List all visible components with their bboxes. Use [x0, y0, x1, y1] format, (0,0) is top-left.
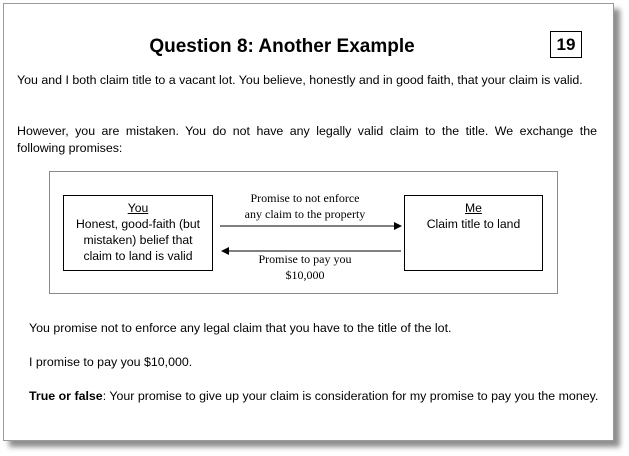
- arrow-right-label-line-2: any claim to the property: [244, 207, 366, 221]
- box-me-text: Claim title to land: [426, 217, 521, 231]
- slide: [3, 3, 614, 441]
- paragraph-mistake: However, you are mistaken. You do not have any legally valid claim to the title. We exchange the following promises:: [17, 124, 597, 155]
- arrow-right-label: [220, 190, 390, 222]
- box-you-line-3: claim to land is valid: [83, 249, 193, 263]
- arrow-right-label-line-1: Promise to not enforce: [250, 191, 360, 205]
- page-number-badge: 19: [550, 31, 582, 58]
- arrow-left-label-line-2: $10,000: [285, 268, 325, 282]
- box-you-line-2: mistaken) belief that: [83, 233, 193, 247]
- paragraph-your-promise: You promise not to enforce any legal claim that you have to the title of the lot.: [29, 321, 452, 335]
- paragraph-claim-background: You and I both claim title to a vacant lot. You believe, honestly and in good faith, that your claim is valid.: [17, 73, 583, 87]
- box-you-line-1: Honest, good-faith (but: [76, 217, 200, 231]
- true-or-false-label: True or false: [29, 389, 103, 403]
- box-me-heading: Me: [465, 201, 482, 215]
- true-or-false-question: : Your promise to give up your claim is consideration for my promise to pay you the money.: [102, 389, 599, 403]
- paragraph-true-or-false: [29, 388, 599, 405]
- arrow-left-label-line-1: Promise to pay you: [258, 252, 352, 266]
- paragraph-my-promise: I promise to pay you $10,000.: [29, 355, 193, 369]
- exchange-diagram: [49, 171, 558, 294]
- slide-title: Question 8: Another Example: [149, 36, 415, 57]
- box-you-heading: You: [127, 201, 149, 215]
- box-you: [63, 195, 213, 271]
- box-me: [404, 195, 543, 271]
- arrow-left-label: [220, 251, 390, 283]
